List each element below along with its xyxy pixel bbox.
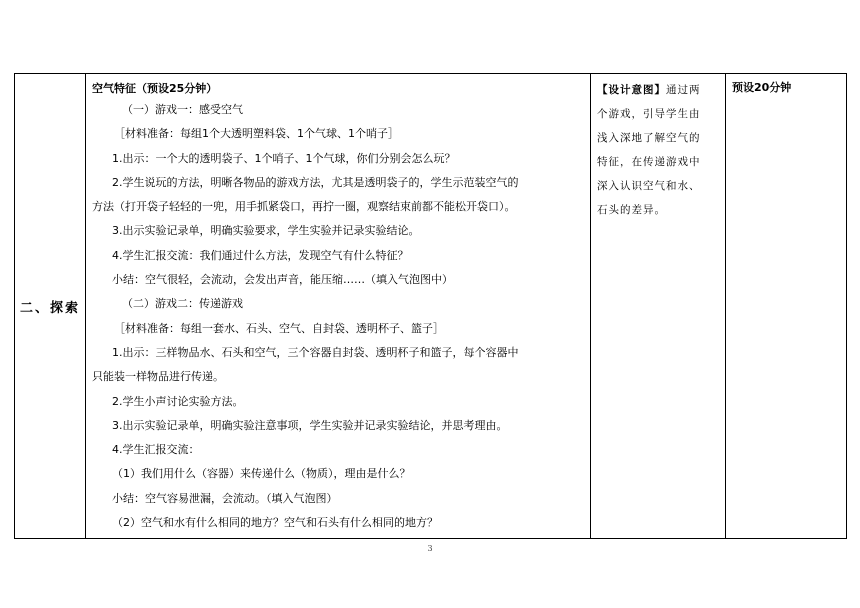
section-cell — [15, 74, 86, 539]
content-line: 1.出示：一个大的透明袋子、1个哨子、1个气球，你们分别会怎么玩？ — [112, 151, 456, 165]
content-line: 只能装一样物品进行传递。 — [92, 370, 224, 384]
design-intent-line: 浅入深地了解空气的 — [597, 132, 701, 144]
section-label: 二、探索 — [19, 300, 80, 316]
content-line: 4.学生汇报交流： — [112, 443, 200, 457]
table-row — [15, 74, 847, 539]
content-line: 1.出示：三样物品水、石头和空气，三个容器自封袋、透明杯子和篮子，每个容器中 — [112, 345, 519, 359]
content-line: 2.学生说玩的方法，明晰各物品的游戏方法，尤其是透明袋子的，学生示范装空气的 — [112, 175, 519, 189]
page-number: 3 — [427, 544, 433, 553]
content-line: 2.学生小声讨论实验方法。 — [112, 394, 244, 408]
design-intent — [591, 74, 725, 226]
content-line: 小结：空气很轻，会流动，会发出声音，能压缩……（填入气泡图中） — [112, 273, 453, 287]
main-content-cell — [86, 74, 591, 539]
design-intent-line: 个游戏，引导学生由 — [597, 108, 701, 120]
design-intent-line: 通过两 — [666, 84, 701, 96]
content-line: 小结：空气容易泄漏，会流动。（填入气泡图） — [112, 491, 338, 505]
content-line: ［材料准备：每组1个大透明塑料袋、1个气球、1个哨子］ — [114, 127, 399, 141]
content-line: 4.学生汇报交流：我们通过什么方法，发现空气有什么特征？ — [112, 248, 409, 262]
preset-time: 预设20分钟 — [732, 81, 792, 94]
design-intent-tag: 【设计意图】 — [597, 84, 666, 96]
design-intent-line: 深入认识空气和水、 — [597, 180, 701, 192]
design-intent-line: 石头的差异。 — [597, 204, 666, 216]
content-line: （2）空气和水有什么相同的地方？空气和石头有什么相同的地方？ — [112, 516, 438, 530]
lesson-plan-table — [14, 73, 847, 539]
design-intent-line: 特征，在传递游戏中 — [597, 156, 701, 168]
main-content — [86, 74, 590, 538]
content-title: 空气特征（预设25分钟） — [92, 82, 218, 95]
content-line: （一）游戏一：感受空气 — [122, 103, 243, 116]
content-line: 3.出示实验记录单，明确实验要求，学生实验并记录实验结论。 — [112, 224, 420, 238]
content-line: 方法（打开袋子轻轻的一兜，用手抓紧袋口，再拧一圈，观察结束前都不能松开袋口）。 — [92, 200, 516, 214]
content-line: （1）我们用什么（容器）来传递什么（物质），理由是什么？ — [112, 467, 411, 481]
design-intent-cell — [591, 74, 726, 539]
content-line: 3.出示实验记录单，明确实验注意事项，学生实验并记录实验结论，并思考理由。 — [112, 418, 508, 432]
preset-time-cell — [726, 74, 847, 539]
content-line: （二）游戏二：传递游戏 — [122, 297, 243, 311]
content-line: ［材料准备：每组一套水、石头、空气、自封袋、透明杯子、篮子］ — [114, 321, 444, 335]
